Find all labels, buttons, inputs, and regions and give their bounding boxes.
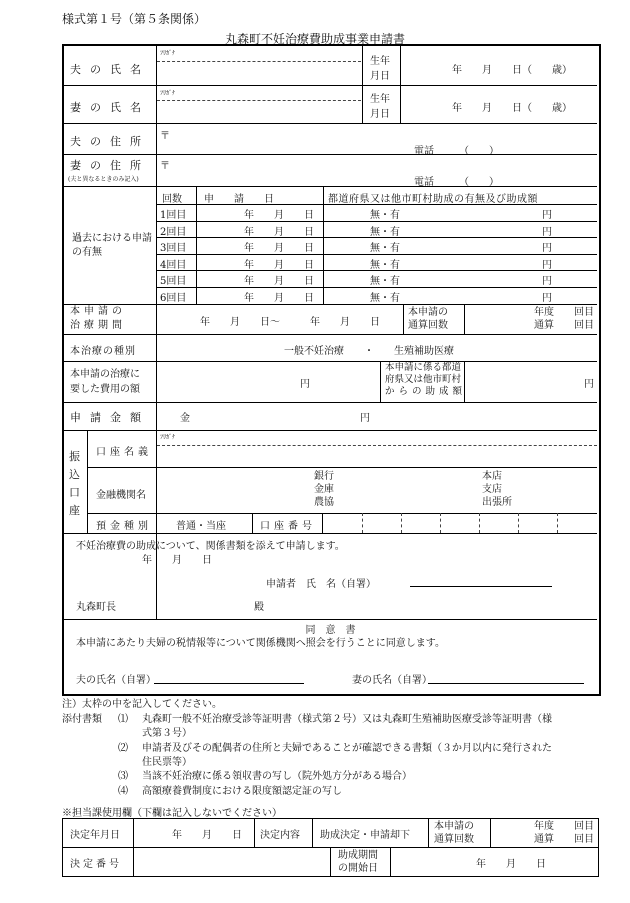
account-name-field[interactable] <box>158 446 594 466</box>
aid-start-label: 助成期間 の開始日 <box>338 850 378 874</box>
form-title: 丸森町不妊治療費助成事業申請書 <box>224 32 405 46</box>
mayor-label: 丸森町長 <box>76 602 116 613</box>
wife-signature-line[interactable] <box>428 683 584 684</box>
amount-label: 申請金額 <box>70 411 150 424</box>
husband-address-label: 夫の住所 <box>70 135 150 148</box>
husband-birthdate-field[interactable]: 年 月 日（ 歳） <box>452 65 572 76</box>
applicant-signature-line[interactable] <box>410 586 552 587</box>
wife-name-field[interactable] <box>158 101 360 121</box>
account-name-label: 口座名義 <box>96 447 152 458</box>
history-yesno-option[interactable]: 無・有 <box>370 260 400 271</box>
wife-birth-label: 生年 月日 <box>370 94 390 120</box>
branch-type-options[interactable]: 本店 支店 出張所 <box>482 471 512 508</box>
wife-address-label: 妻の住所 <box>70 159 150 172</box>
postal-mark: 〒 <box>160 131 170 142</box>
attachment-text-3: 当該不妊治療に係る領収書の写し（院外処方分がある場合） <box>142 771 412 782</box>
attachment-text-1b: 式第３号） <box>142 728 192 739</box>
history-date-field[interactable]: 年 月 日 <box>244 276 314 287</box>
treatment-cost-field[interactable] <box>160 364 320 398</box>
history-date-field[interactable]: 年 月 日 <box>244 243 314 254</box>
husband-sign-label: 夫の氏名（自署） <box>76 675 156 686</box>
history-amount-unit: 円 <box>542 276 552 287</box>
office-count-label: 本申請の 通算回数 <box>434 821 474 845</box>
furigana-label: ﾌﾘｶﾞﾅ <box>160 50 176 57</box>
other-aid-field[interactable] <box>466 364 594 398</box>
account-number-field[interactable] <box>324 514 596 532</box>
amount-unit: 円 <box>360 413 370 424</box>
form-number: 様式第１号（第５条関係） <box>62 12 207 26</box>
history-amount-field[interactable] <box>410 271 538 285</box>
wife-name-label: 妻の氏名 <box>70 101 150 114</box>
decision-content-options[interactable]: 助成決定・申請却下 <box>320 830 410 841</box>
treatment-cost-unit: 円 <box>300 379 310 390</box>
treatment-cost-label: 本申請の治療に 要した費用の額 <box>70 369 140 395</box>
decision-number-field[interactable] <box>136 850 326 872</box>
attachment-num-4: ⑷ <box>118 786 128 797</box>
consent-text: 本申請にあたり夫婦の税情報等について関係機関へ照会を行うことに同意します。 <box>76 638 445 649</box>
note-text: 注）太枠の中を記入してください。 <box>62 699 222 710</box>
decision-date-label: 決定年月日 <box>70 830 120 841</box>
period-count-field[interactable]: 年度 回目 通算 回目 <box>534 307 594 331</box>
history-times: 2回目 <box>160 227 187 238</box>
history-amount-unit: 円 <box>542 260 552 271</box>
bank-section-label: 振込口座 <box>69 450 80 517</box>
amount-field[interactable] <box>196 405 356 427</box>
office-count-field[interactable]: 年度 回目 通算 回目 <box>534 821 594 845</box>
history-amount-field[interactable] <box>410 238 538 252</box>
past-history-label: 過去における申請の有無 <box>72 233 152 258</box>
history-yesno-option[interactable]: 無・有 <box>370 293 400 304</box>
postal-mark: 〒 <box>160 161 170 172</box>
treatment-type-options[interactable]: 一般不妊治療 ・ 生殖補助医療 <box>284 346 454 357</box>
husband-phone-field[interactable]: 電話 （ ） <box>414 146 499 157</box>
wife-phone-field[interactable]: 電話 （ ） <box>414 177 499 188</box>
amount-prefix: 金 <box>180 413 190 424</box>
history-yesno-option[interactable]: 無・有 <box>370 243 400 254</box>
aid-start-field[interactable]: 年 月 日 <box>476 859 546 870</box>
history-times: 6回目 <box>160 293 187 304</box>
treatment-period-field[interactable]: 年 月 日～ 年 月 日 <box>200 317 380 328</box>
wife-address-field[interactable] <box>160 157 590 183</box>
attachment-num-1: ⑴ <box>118 714 128 725</box>
branch-name-field[interactable] <box>346 470 476 510</box>
attachments-label: 添付書類 <box>62 714 102 725</box>
attachment-text-4: 高額療養費制度における限度額認定証の写し <box>142 786 342 797</box>
history-times: 3回目 <box>160 243 187 254</box>
applicant-sign-label: 申請者 氏 名（自署） <box>266 579 376 590</box>
husband-birth-label: 生年 月日 <box>370 56 390 82</box>
furigana-label: ﾌﾘｶﾞﾅ <box>160 434 176 441</box>
other-aid-label: 本申請に係る都道 府県又は他市町村 からの助成額 <box>385 362 467 397</box>
history-date-field[interactable]: 年 月 日 <box>244 227 314 238</box>
history-amount-unit: 円 <box>542 227 552 238</box>
decision-date-field[interactable]: 年 月 日 <box>172 830 242 841</box>
history-date-field[interactable]: 年 月 日 <box>244 293 314 304</box>
bank-type-options[interactable]: 銀行 金庫 農協 <box>314 471 334 508</box>
wife-birthdate-field[interactable]: 年 月 日（ 歳） <box>452 103 572 114</box>
other-aid-unit: 円 <box>584 379 594 390</box>
history-amount-field[interactable] <box>410 222 538 236</box>
wife-address-note: (夫と異なるときのみ記入) <box>68 176 139 183</box>
deposit-type-options[interactable]: 普通・当座 <box>176 521 226 532</box>
history-amount-unit: 円 <box>542 243 552 254</box>
institution-label: 金融機関名 <box>96 490 146 501</box>
husband-signature-line[interactable] <box>154 683 304 684</box>
history-amount-unit: 円 <box>542 293 552 304</box>
honorific-label: 殿 <box>254 602 264 613</box>
wife-sign-label: 妻の氏名（自署） <box>352 675 432 686</box>
history-date-field[interactable]: 年 月 日 <box>244 260 314 271</box>
header-date: 申 請 日 <box>204 194 274 205</box>
header-other-aid: 都道府県又は他市町村助成の有無及び助成額 <box>328 194 538 205</box>
history-amount-field[interactable] <box>410 255 538 269</box>
attachment-num-2: ⑵ <box>118 743 128 754</box>
declaration-text: 不妊治療費の助成について、関係書類を添えて申請します。 <box>76 541 345 552</box>
header-times: 回数 <box>162 194 182 205</box>
history-date-field[interactable]: 年 月 日 <box>244 210 314 221</box>
period-count-label: 本申請の 通算回数 <box>408 307 448 331</box>
institution-name-field[interactable] <box>160 470 310 510</box>
history-times: 5回目 <box>160 276 187 287</box>
decision-content-label: 決定内容 <box>260 830 300 841</box>
consent-title: 同 意 書 <box>305 625 356 636</box>
deposit-type-label: 預金種別 <box>96 521 152 532</box>
history-yesno-option[interactable]: 無・有 <box>370 227 400 238</box>
attachment-text-1: 丸森町一般不妊治療受診等証明書（様式第２号）又は丸森町生殖補助医療受診等証明書（様 <box>142 714 552 725</box>
history-yesno-option[interactable]: 無・有 <box>370 210 400 221</box>
history-times: 4回目 <box>160 260 187 271</box>
treatment-type-label: 本治療の種別 <box>70 346 136 357</box>
history-amount-field[interactable] <box>410 205 538 219</box>
history-amount-field[interactable] <box>410 288 538 302</box>
attachment-text-2: 申請者及びその配偶者の住所と夫婦であることが確認できる書類（３か月以内に発行された <box>142 743 552 754</box>
attachment-text-2b: 住民票等） <box>142 757 192 768</box>
account-number-label: 口座番号 <box>260 521 316 532</box>
history-yesno-option[interactable]: 無・有 <box>370 276 400 287</box>
history-times: 1回目 <box>160 210 187 221</box>
furigana-label: ﾌﾘｶﾞﾅ <box>160 90 176 97</box>
history-amount-unit: 円 <box>542 210 552 221</box>
husband-name-label: 夫の氏名 <box>70 63 150 76</box>
treatment-period-label: 本申請の 治療期間 <box>70 306 126 331</box>
attachment-num-3: ⑶ <box>118 771 128 782</box>
husband-address-field[interactable] <box>160 127 590 151</box>
declaration-date-field[interactable]: 年 月 日 <box>142 555 212 566</box>
office-use-heading: ※担当課使用欄（下欄は記入しないでください） <box>62 808 282 819</box>
decision-number-label: 決定番号 <box>70 859 122 870</box>
